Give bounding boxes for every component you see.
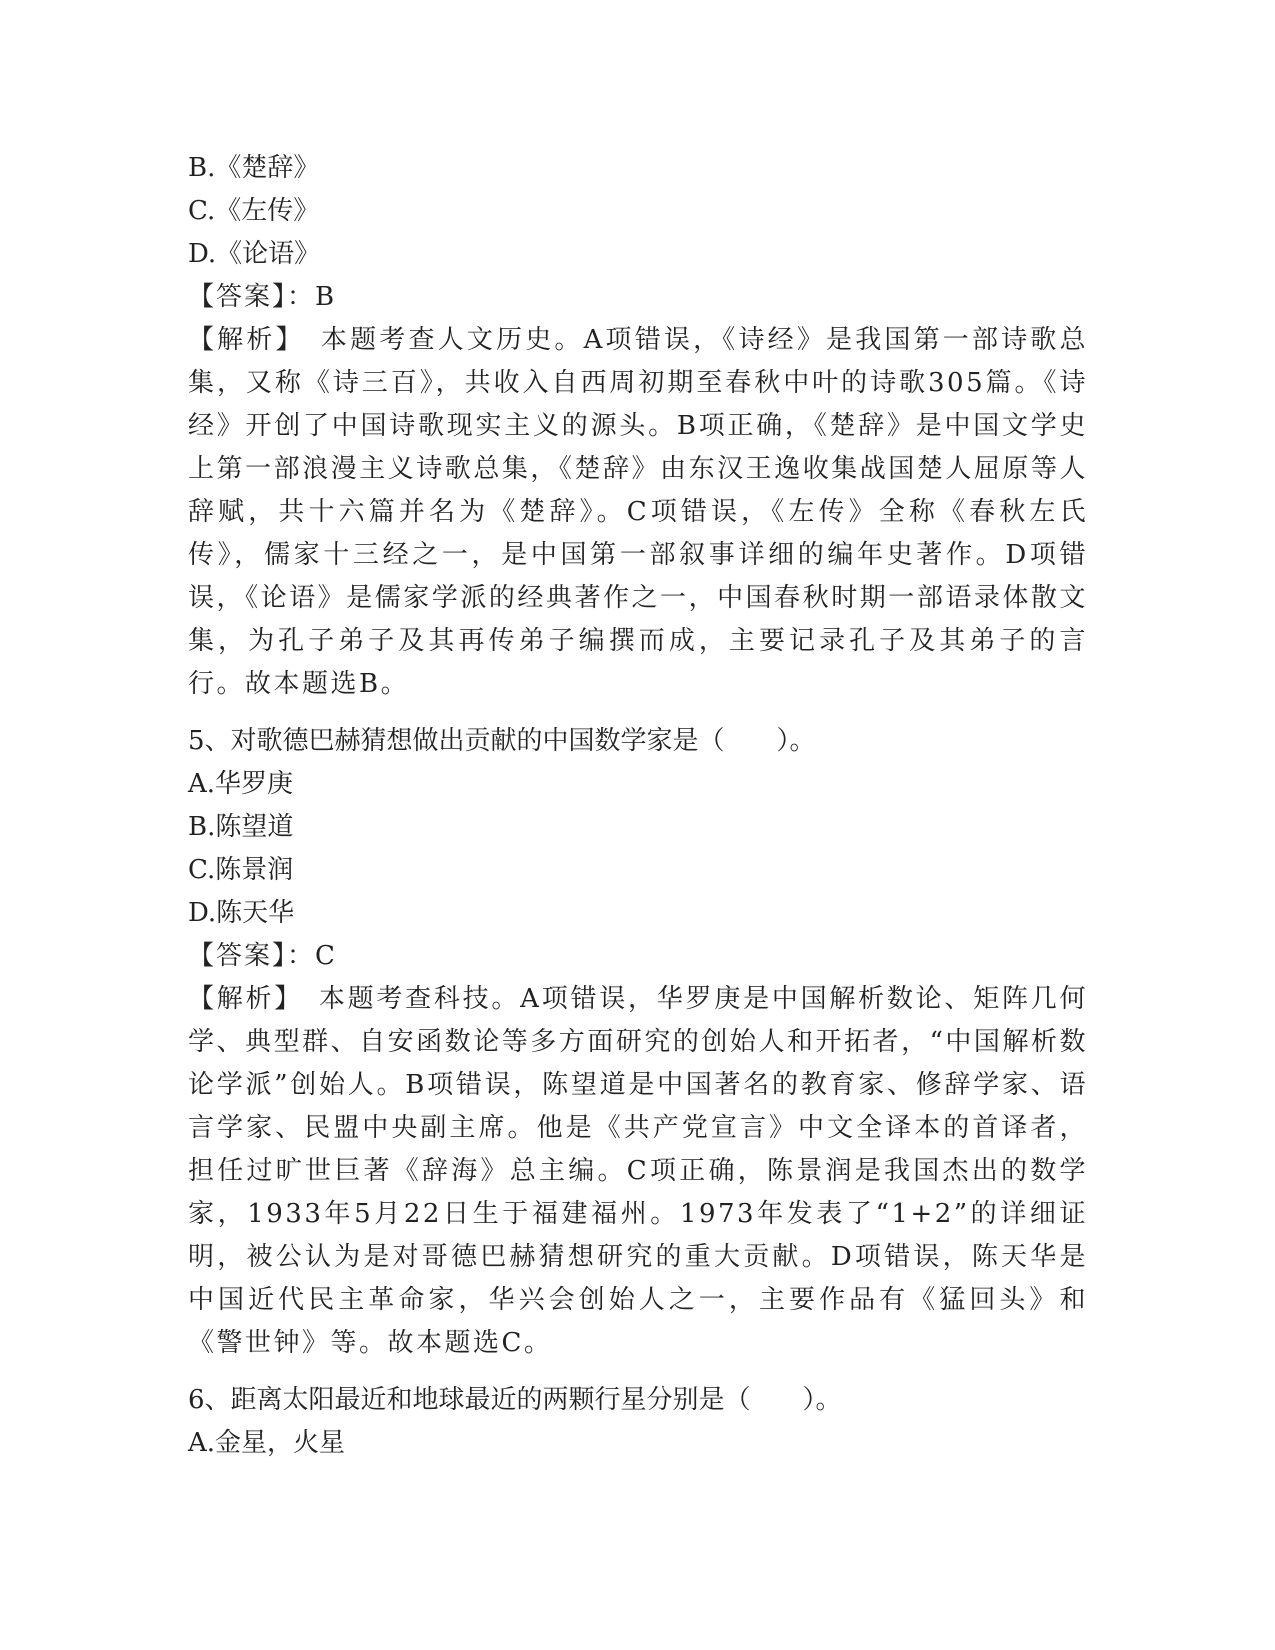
option-c: C.陈景润 [188,855,294,885]
answer-line: 【答案】：C [188,941,337,971]
option-d: D.陈天华 [188,898,295,928]
analysis-paragraph: 【解析】 本题考查科技。A项错误，华罗庚是中国解析数论、矩阵几何学、典型群、自安函数论等多方面研究的创始人和开拓者，“中国解析数论学派”创始人。B项错误，陈望道是中国著名的教育家、修辞学家、语言学家、民盟中央副主席。他是《共产党宣言》中文全译本的首译者，担任过旷世巨著《辞海》总主编。C项正确，陈景润是我国杰出的数学家，1933年5月22日生于福建福州。1973年发表了“1+2”的详细证明，被公认为是对哥德巴赫猜想研究的重大贡献。D项错误，陈天华是中国近代民主革命家，华兴会创始人之一，主要作品有《猛回头》和《警世钟》等。故本题选C。 [188,984,1088,1358]
option-a: A.金星，火星 [188,1428,346,1458]
option-b: B.陈望道 [188,812,294,842]
answer-line: 【答案】：B [188,282,337,312]
option-a: A.华罗庚 [188,769,294,799]
question-4-block [188,147,1088,706]
option-c: C.《左传》 [188,196,320,226]
question-text: 6、距离太阳最近和地球最近的两颗行星分别是（ ）。 [188,1385,842,1415]
option-b: B.《楚辞》 [188,153,320,183]
analysis-paragraph: 【解析】 本题考查人文历史。A项错误，《诗经》是我国第一部诗歌总集，又称《诗三百》，共收入自西周初期至春秋中叶的诗歌305篇。《诗经》开创了中国诗歌现实主义的源头。B项正确，《楚辞》是中国文学史上第一部浪漫主义诗歌总集，《楚辞》由东汉王逸收集战国楚人屈原等人辞赋，共十六篇并名为《楚辞》。C项错误，《左传》全称《春秋左氏传》，儒家十三经之一，是中国第一部叙事详细的编年史著作。D项错误，《论语》是儒家学派的经典著作之一，中国春秋时期一部语录体散文集，为孔子弟子及其再传弟子编撰而成，主要记录孔子及其弟子的言行。故本题选B。 [188,325,1088,699]
document-body [188,147,1088,1465]
option-d: D.《论语》 [188,239,321,269]
question-6-block [188,1379,1088,1465]
question-5-block [188,720,1088,1365]
question-text: 5、对歌德巴赫猜想做出贡献的中国数学家是（ ）。 [188,726,816,756]
